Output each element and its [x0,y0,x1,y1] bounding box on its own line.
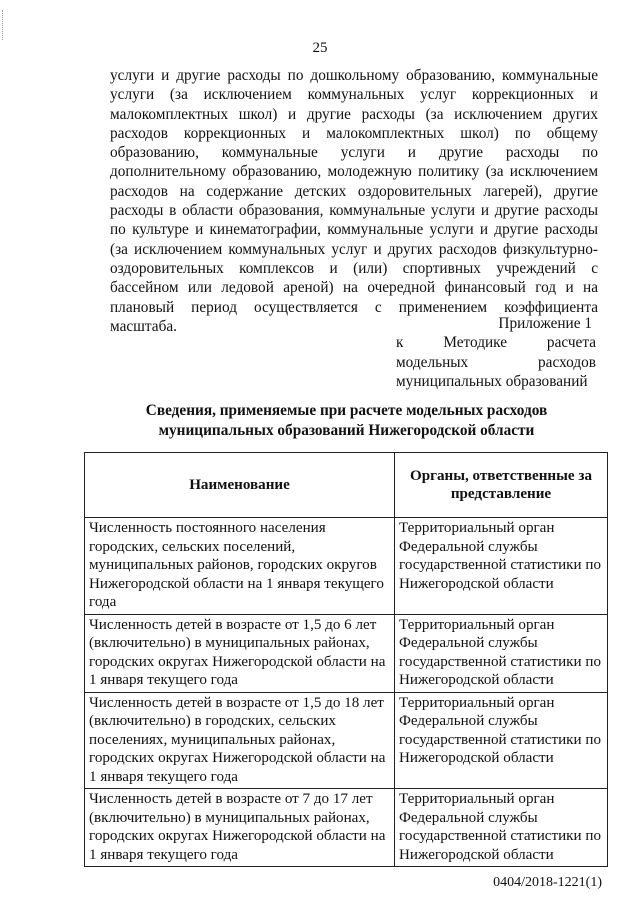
body-paragraph: услуги и другие расходы по дошкольному образованию, коммунальные услуги (за исключением коммунальных услуг коррекционных и малокомплектных школ) и другие расходы (за исключением других расходов коррекционных и малокомплектных школ) по общему образованию, коммунальные услуги и другие расходы по дополнительному образованию, молодежную политику (за исключением расходов на содержание детских оздоровительных лагерей), другие расходы в области образования, коммунальные услуги и другие расходы по культуре и кинематографии, коммунальные услуги и другие расходы (за исключением коммунальных услуг и других расходов физкультурно-оздоровительных комплексов и (или) спортивных учреждений с бассейном или ледовой ареной) на очередной финансовый год и на плановый период осуществляется с применением коэффициента масштаба. [110,67,598,335]
table-row [85,518,608,615]
table-title-line: Сведения, применяемые при расчете модельных расходов [145,402,548,419]
cell-name: Численность детей в возрасте от 1,5 до 18 лет (включительно) в городских, сельских поселениях, муниципальных районах, городских округах Нижегородской области на 1 января текущего года [85,692,395,789]
cell-agency: Территориальный орган Федеральной службы государственной статистики по Нижегородской области [395,789,608,867]
table-row [85,692,608,789]
column-header-agency: Органы, ответственные за представление [395,453,608,518]
cell-agency: Территориальный орган Федеральной службы государственной статистики по Нижегородской области [395,692,608,789]
table-row [85,789,608,867]
table-header-row [85,453,608,518]
appendix-note [396,314,596,391]
appendix-line: муниципальных образований [396,372,588,390]
cell-agency: Территориальный орган Федеральной службы государственной статистики по Нижегородской области [395,614,608,692]
table-title-line: муниципальных образований Нижегородской области [158,421,535,439]
table-title [85,401,608,440]
cell-name: Численность детей в возрасте от 1,5 до 6 лет (включительно) в муниципальных районах, городских округах Нижегородской области на 1 января текущего года [85,614,395,692]
table-row [85,614,608,692]
appendix-line: модельных расходов [396,353,596,371]
cell-name: Численность детей в возрасте от 7 до 17 лет (включительно) в муниципальных районах, городских округах Нижегородской области на 1 января текущего года [85,789,395,867]
margin-scan-artifact [2,10,6,40]
cell-agency: Территориальный орган Федеральной службы государственной статистики по Нижегородской области [395,518,608,615]
document-code: 0404/2018-1221(1) [493,875,602,890]
appendix-title: Приложение 1 [498,315,592,332]
page-number: 25 [312,40,328,56]
cell-name: Численность постоянного населения городских, сельских поселений, муниципальных районов, городских округов Нижегородской области на 1 января текущего года [85,518,395,615]
appendix-line: к Методике расчета [396,334,596,352]
data-table [84,452,608,867]
column-header-name: Наименование [85,453,395,518]
